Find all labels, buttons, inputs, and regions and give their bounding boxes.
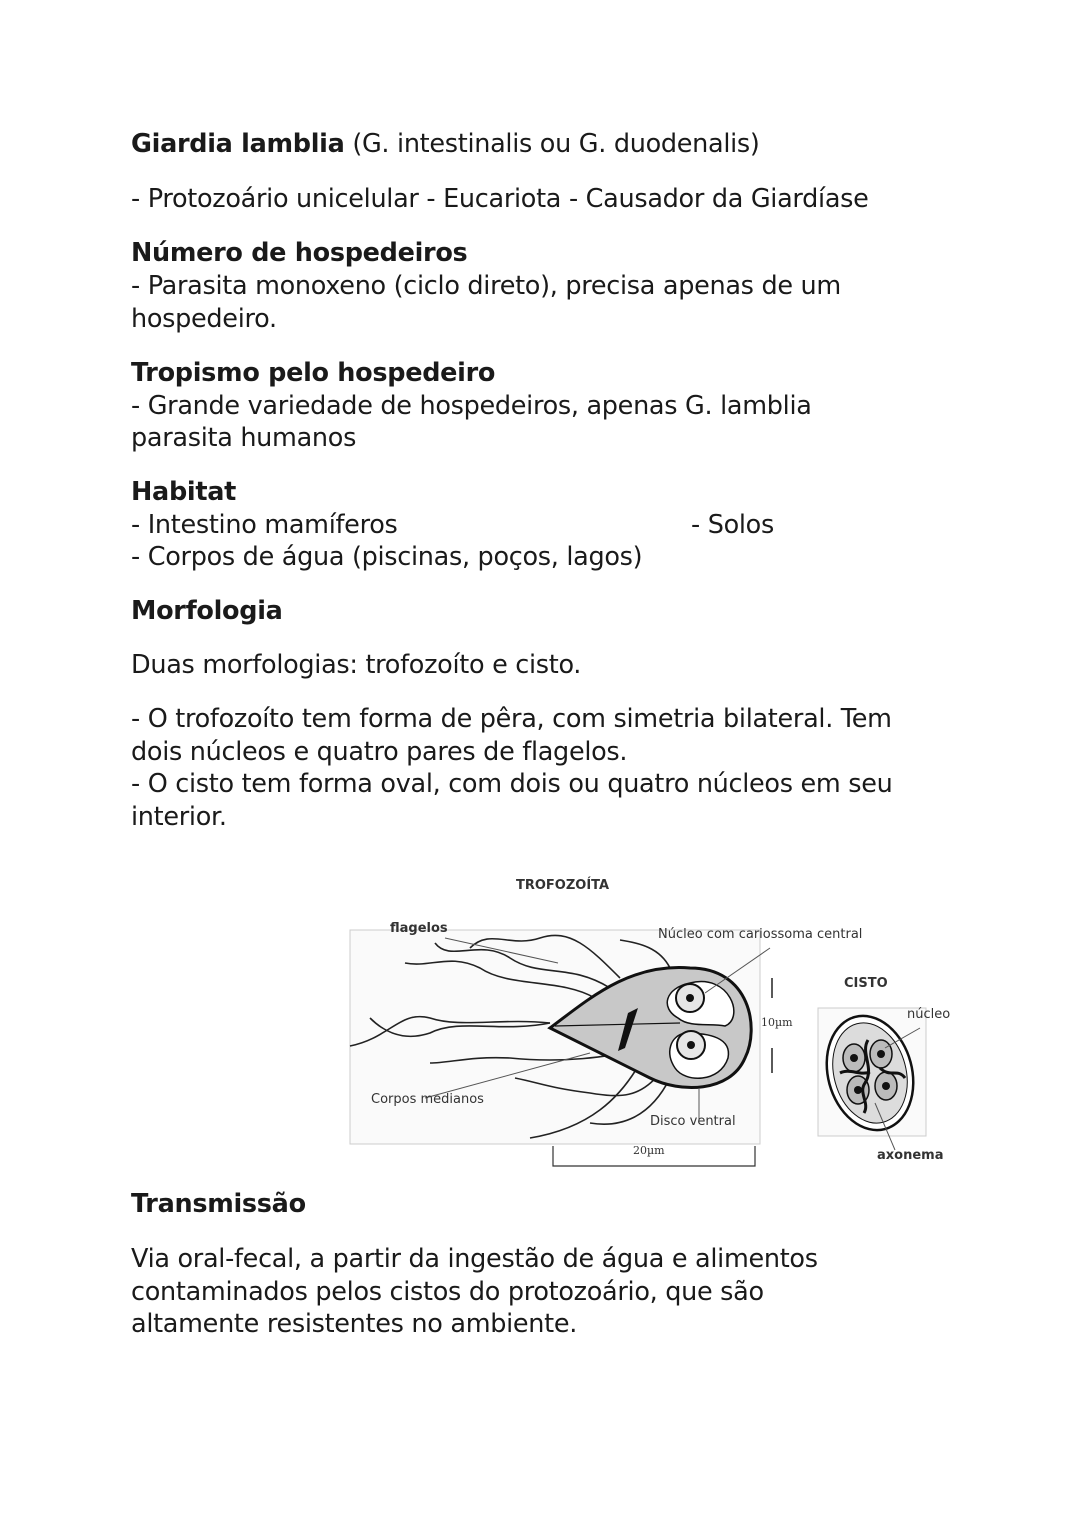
- label-axoneme: axonema: [877, 1148, 944, 1163]
- morphology-text: interior.: [131, 802, 227, 832]
- tropism-text: - Grande variedade de hospedeiros, apenas G. lamblia: [131, 391, 812, 421]
- habitat-heading: Habitat: [131, 477, 237, 507]
- habitat-item: - Intestino mamíferos: [131, 510, 398, 540]
- transmission-text: contaminados pelos cistos do protozoário, que são: [131, 1277, 764, 1307]
- species-synonyms: (G. intestinalis ou G. duodenalis): [352, 129, 760, 159]
- morphology-text: - O trofozoíto tem forma de pêra, com simetria bilateral. Tem: [131, 704, 892, 734]
- habitat-item: - Solos: [691, 510, 774, 540]
- label-cyst-nucleus: núcleo: [907, 1007, 951, 1022]
- tropism-heading: Tropismo pelo hospedeiro: [131, 358, 496, 388]
- trophozoite-title: TROFOZOÍTA: [516, 878, 610, 893]
- label-scale-20um: 20µm: [633, 1144, 665, 1157]
- hosts-heading: Número de hospedeiros: [131, 238, 468, 268]
- morphology-intro: Duas morfologias: trofozoíto e cisto.: [131, 650, 582, 680]
- label-flagella: flagelos: [390, 921, 448, 936]
- label-median-bodies: Corpos medianos: [371, 1092, 484, 1107]
- hosts-text: - Parasita monoxeno (ciclo direto), precisa apenas de um: [131, 271, 841, 301]
- hosts-text: hospedeiro.: [131, 304, 277, 334]
- habitat-item: - Corpos de água (piscinas, poços, lagos): [131, 542, 643, 572]
- cyst-title: CISTO: [844, 976, 888, 991]
- label-scale-10um: 10µm: [761, 1016, 793, 1029]
- transmission-heading: Transmissão: [131, 1189, 306, 1219]
- transmission-text: altamente resistentes no ambiente.: [131, 1309, 578, 1339]
- tropism-text: parasita humanos: [131, 423, 357, 453]
- transmission-text: Via oral-fecal, a partir da ingestão de água e alimentos: [131, 1244, 818, 1274]
- giardia-diagram: [340, 868, 960, 1173]
- species-name: Giardia lamblia: [131, 129, 345, 159]
- morphology-text: - O cisto tem forma oval, com dois ou quatro núcleos em seu: [131, 769, 893, 799]
- document-title: [131, 128, 760, 160]
- label-ventral-disc: Disco ventral: [650, 1114, 736, 1129]
- summary-line: - Protozoário unicelular - Eucariota - Causador da Giardíase: [131, 184, 869, 214]
- morphology-text: dois núcleos e quatro pares de flagelos.: [131, 737, 628, 767]
- label-nucleus: Núcleo com cariossoma central: [658, 927, 863, 942]
- morphology-heading: Morfologia: [131, 596, 283, 626]
